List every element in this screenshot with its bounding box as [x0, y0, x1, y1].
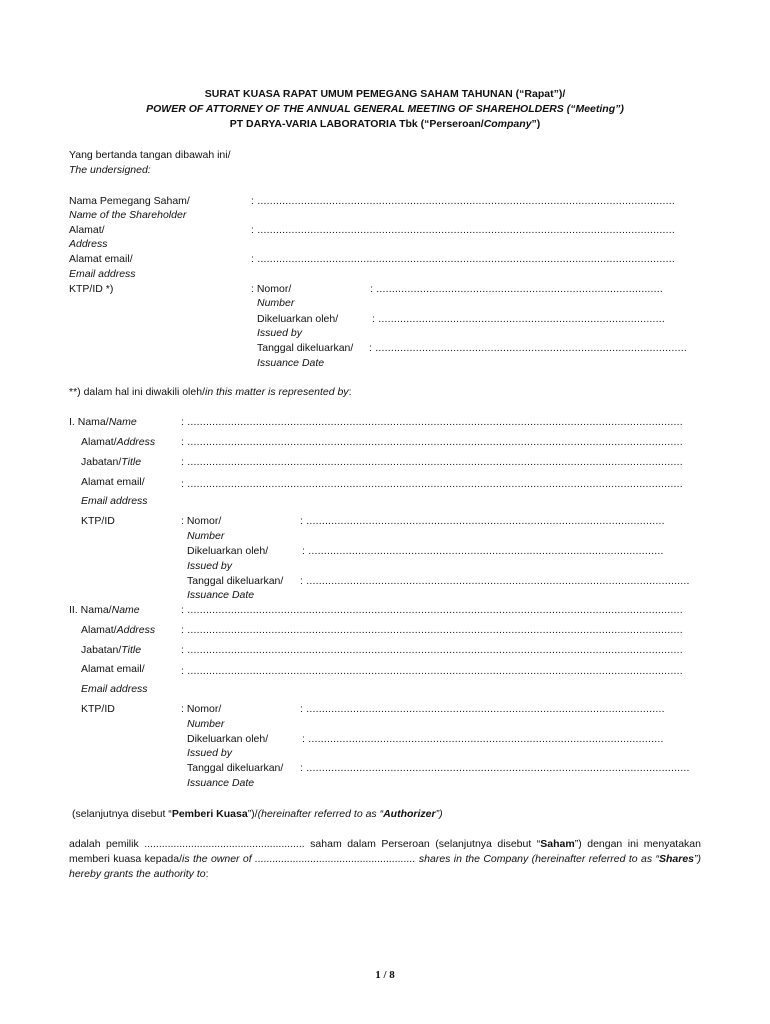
rep1-date-label: Tanggal dikeluarkan/	[187, 575, 284, 587]
rep1-number-label: : Nomor/	[181, 515, 222, 527]
rep2-email-label: Alamat email/	[81, 663, 145, 675]
authorizer-text-d: (hereinafter referred to as “	[257, 808, 384, 820]
rep1-address-id: Alamat/	[81, 436, 117, 448]
rep2-address-id: Alamat/	[81, 624, 117, 636]
intro-id: Yang bertanda tangan dibawah ini/	[69, 149, 231, 161]
rep2-number-label: : Nomor/	[181, 703, 222, 715]
rep2-email-field[interactable]: : ...............................................................................................................................................................	[181, 665, 683, 677]
rep1-email-field[interactable]: : ...............................................................................................................................................................	[181, 478, 683, 490]
rep1-issued-label: Dikeluarkan oleh/	[187, 545, 269, 557]
shareholder-date-label-en: Issuance Date	[257, 357, 325, 369]
rep1-name-en: Name	[108, 416, 137, 428]
rep1-issued-field[interactable]: : ..................................................................................................................	[302, 545, 664, 557]
shareholder-address-field[interactable]: : ......................................................................................................................................	[251, 224, 675, 236]
rep1-address-label	[81, 435, 155, 449]
rep2-title-en: Title	[121, 644, 142, 656]
rep1-name-label	[69, 415, 137, 429]
rep2-name-label	[69, 603, 140, 617]
rep1-title-en: Title	[121, 456, 142, 468]
shareholder-email-label-en: Email address	[69, 268, 136, 280]
title-line-1: SURAT KUASA RAPAT UMUM PEMEGANG SAHAM TAHUNAN (“Rapat”)/	[204, 88, 566, 100]
authorizer-text-f: ”)	[435, 808, 443, 820]
shareholder-date-label: Tanggal dikeluarkan/	[257, 342, 354, 354]
rep2-date-label: Tanggal dikeluarkan/	[187, 762, 284, 774]
ownership-text-3: ”) dengan ini menyatakan memberi kuasa kepada/	[69, 838, 701, 865]
rep2-title-field[interactable]: : ...............................................................................................................................................................	[181, 644, 683, 656]
title-line-3	[0, 117, 770, 131]
represented-colon: :	[348, 386, 352, 398]
rep1-email-label: Alamat email/	[81, 476, 145, 488]
shareholder-ktp-label: KTP/ID *)	[69, 283, 114, 295]
shareholder-issued-label-en: Issued by	[257, 327, 302, 339]
rep2-address-en: Address	[116, 624, 156, 636]
authorizer-line	[72, 807, 443, 821]
rep2-number-field[interactable]: : ...................................................................................................................	[300, 703, 665, 715]
rep2-title-id: Jabatan/	[81, 644, 122, 656]
shareholder-issued-field[interactable]: : ............................................................................................	[372, 313, 666, 325]
ownership-text-1: adalah pemilik ....................................................... saham dalam Perseroan (selanjutnya disebut “	[69, 838, 541, 850]
page-number: 1 / 8	[375, 969, 395, 981]
rep2-name-field[interactable]: : ...............................................................................................................................................................	[181, 604, 683, 616]
ownership-colon: :	[205, 868, 209, 880]
rep2-email-label-en: Email address	[81, 683, 148, 695]
rep1-name-field[interactable]: : ...............................................................................................................................................................	[181, 416, 683, 428]
shareholder-address-label-en: Address	[69, 238, 108, 250]
ownership-term-saham: Saham	[540, 838, 575, 850]
rep2-address-label	[81, 623, 155, 637]
rep2-date-label-en: Issuance Date	[187, 777, 255, 789]
rep1-title-label	[81, 455, 141, 469]
shareholder-email-field[interactable]: : ......................................................................................................................................	[251, 253, 675, 265]
authorizer-text-c: ”)/	[247, 808, 258, 820]
rep1-issued-label-en: Issued by	[187, 560, 232, 572]
authorizer-text-a: (selanjutnya disebut “	[72, 808, 172, 820]
ownership-text-4: is the owner of ....................................................... shares in the Company (hereinafter referred to as “	[182, 853, 659, 865]
title-company-en: Company	[483, 118, 532, 130]
rep1-ktp-label: KTP/ID	[81, 515, 115, 527]
shareholder-email-label: Alamat email/	[69, 253, 133, 265]
represented-en: in this matter is represented by	[204, 386, 349, 398]
rep1-title-field[interactable]: : ...............................................................................................................................................................	[181, 456, 683, 468]
shareholder-number-label-en: Number	[257, 297, 295, 309]
ownership-term-shares: Shares	[658, 853, 695, 865]
title-close: ”)	[531, 118, 541, 130]
shareholder-number-label: : Nomor/	[251, 283, 292, 295]
authorizer-term-en: Authorizer	[383, 808, 436, 820]
represented-line	[69, 385, 351, 399]
represented-id: **) dalam hal ini diwakili oleh/	[69, 386, 205, 398]
rep1-address-field[interactable]: : ...............................................................................................................................................................	[181, 436, 683, 448]
rep1-number-field[interactable]: : ...................................................................................................................	[300, 515, 665, 527]
shareholder-date-field[interactable]: : ....................................................................................................	[369, 342, 687, 354]
rep2-number-label-en: Number	[187, 718, 225, 730]
rep2-issued-label-en: Issued by	[187, 747, 232, 759]
ownership-paragraph	[69, 837, 701, 882]
rep2-issued-label: Dikeluarkan oleh/	[187, 733, 269, 745]
shareholder-name-label: Nama Pemegang Saham/	[69, 195, 190, 207]
rep1-email-label-en: Email address	[81, 495, 148, 507]
rep1-date-field[interactable]: : ...........................................................................................................................	[300, 575, 690, 587]
rep1-name-id: I. Nama/	[69, 416, 109, 428]
rep2-name-en: Name	[111, 604, 140, 616]
rep2-address-field[interactable]: : ...............................................................................................................................................................	[181, 624, 683, 636]
rep1-date-label-en: Issuance Date	[187, 589, 255, 601]
rep2-title-label	[81, 643, 141, 657]
rep2-issued-field[interactable]: : ..................................................................................................................	[302, 733, 664, 745]
rep2-ktp-label: KTP/ID	[81, 703, 115, 715]
shareholder-number-field[interactable]: : ............................................................................................	[370, 283, 664, 295]
authorizer-term-id: Pemberi Kuasa	[171, 808, 248, 820]
title-line-2: POWER OF ATTORNEY OF THE ANNUAL GENERAL MEETING OF SHAREHOLDERS (“Meeting”)	[146, 103, 624, 115]
rep1-number-label-en: Number	[187, 530, 225, 542]
shareholder-name-field[interactable]: : ......................................................................................................................................	[251, 195, 675, 207]
rep2-date-field[interactable]: : ...........................................................................................................................	[300, 762, 690, 774]
ownership-text-6: ”) hereby grants the authority to	[69, 853, 702, 880]
shareholder-issued-label: Dikeluarkan oleh/	[257, 313, 339, 325]
rep1-address-en: Address	[116, 436, 156, 448]
shareholder-address-label: Alamat/	[69, 224, 105, 236]
rep2-name-id: II. Nama/	[69, 604, 112, 616]
rep1-title-id: Jabatan/	[81, 456, 122, 468]
intro-en: The undersigned:	[69, 164, 151, 176]
shareholder-name-label-en: Name of the Shareholder	[69, 209, 187, 221]
title-company-text: PT DARYA-VARIA LABORATORIA Tbk (“Perseroan/	[229, 118, 484, 130]
